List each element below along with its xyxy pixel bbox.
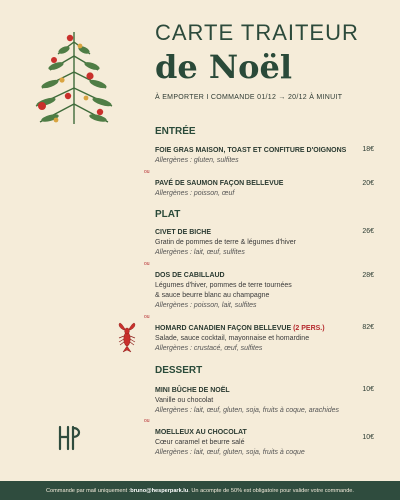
item-price: 10€ [362,386,374,393]
item-name-text: HOMARD CANADIEN FAÇON BELLEVUE [155,325,292,332]
section-title-dessert: DESSERT [155,365,203,376]
menu-header [155,20,385,101]
menu-title-script: de Noël [155,48,292,86]
item-description: & sauce beurre blanc au champagne [155,292,270,299]
or-separator: ou [144,261,150,267]
section-title-plat: PLAT [155,209,181,220]
item-price: 20€ [362,180,374,187]
section-title-entree: ENTRÉE [155,126,196,137]
item-price: 82€ [362,324,374,331]
item-name: FOIE GRAS MAISON, TOAST ET CONFITURE D'OIGNONS [155,147,347,154]
menu-item-dos-de-cabillaud [155,271,375,311]
item-name: DOS DE CABILLAUD [155,272,225,279]
item-description: Vanille ou chocolat [155,397,214,404]
menu-item-mini-buche [155,386,375,416]
item-portion-badge: (2 PERS.) [293,325,325,332]
or-separator: ou [144,418,150,424]
item-price: 26€ [362,228,374,235]
item-allergens: Allergènes : gluten, sulfites [155,157,239,164]
item-description: Gratin de pommes de terre & légumes d'hiver [155,239,297,246]
item-allergens: Allergènes : poisson, lait, sulfites [155,302,257,309]
menu-item-saumon [155,179,375,199]
menu-item-civet-de-biche [155,228,375,258]
order-dates-subtitle: À EMPORTER I COMMANDE 01/12 → 20/12 À MINUIT [155,94,343,101]
item-price: 18€ [362,146,374,153]
or-separator: ou [144,314,150,320]
item-allergens: Allergènes : lait, œuf, sulfites [155,249,245,256]
menu-item-foie-gras [155,146,375,166]
footer-email-link[interactable]: bruno@hesperpark.lu [130,487,189,494]
item-description: Légumes d'hiver, pommes de terre tournées [155,282,292,289]
item-allergens: Allergènes : crustacé, œuf, sulfites [155,345,263,352]
item-name: MOELLEUX AU CHOCOLAT [155,429,247,436]
item-name: MINI BÛCHE DE NOËL [155,387,230,394]
lobster-icon [116,322,138,354]
item-name [155,324,375,334]
item-price: 28€ [362,272,374,279]
menu-item-homard [155,324,375,354]
or-separator: ou [144,169,150,175]
item-allergens: Allergènes : lait, œuf, gluten, soja, fruits à coque [155,449,305,456]
menu-title: CARTE TRAITEUR [155,20,359,45]
footer-text-deposit: . Un acompte de 50% est obligatoire pour valider votre commande. [188,487,354,494]
item-description: Salade, sauce cocktail, mayonnaise et homardine [155,335,310,342]
item-description: Cœur caramel et beurre salé [155,439,245,446]
item-allergens: Allergènes : poisson, œuf [155,190,235,197]
footer-text: Commande par mail uniquement : [46,487,131,494]
item-name: PAVÉ DE SAUMON FAÇON BELLEVUE [155,180,284,187]
footer-bar [0,481,400,500]
item-name: CIVET DE BICHE [155,229,212,236]
menu-item-moelleux [155,428,375,458]
hp-logo [56,424,84,452]
christmas-tree-illustration [28,24,120,136]
item-allergens: Allergènes : lait, œuf, gluten, soja, fruits à coque, arachides [155,407,340,414]
item-price: 10€ [362,434,374,441]
